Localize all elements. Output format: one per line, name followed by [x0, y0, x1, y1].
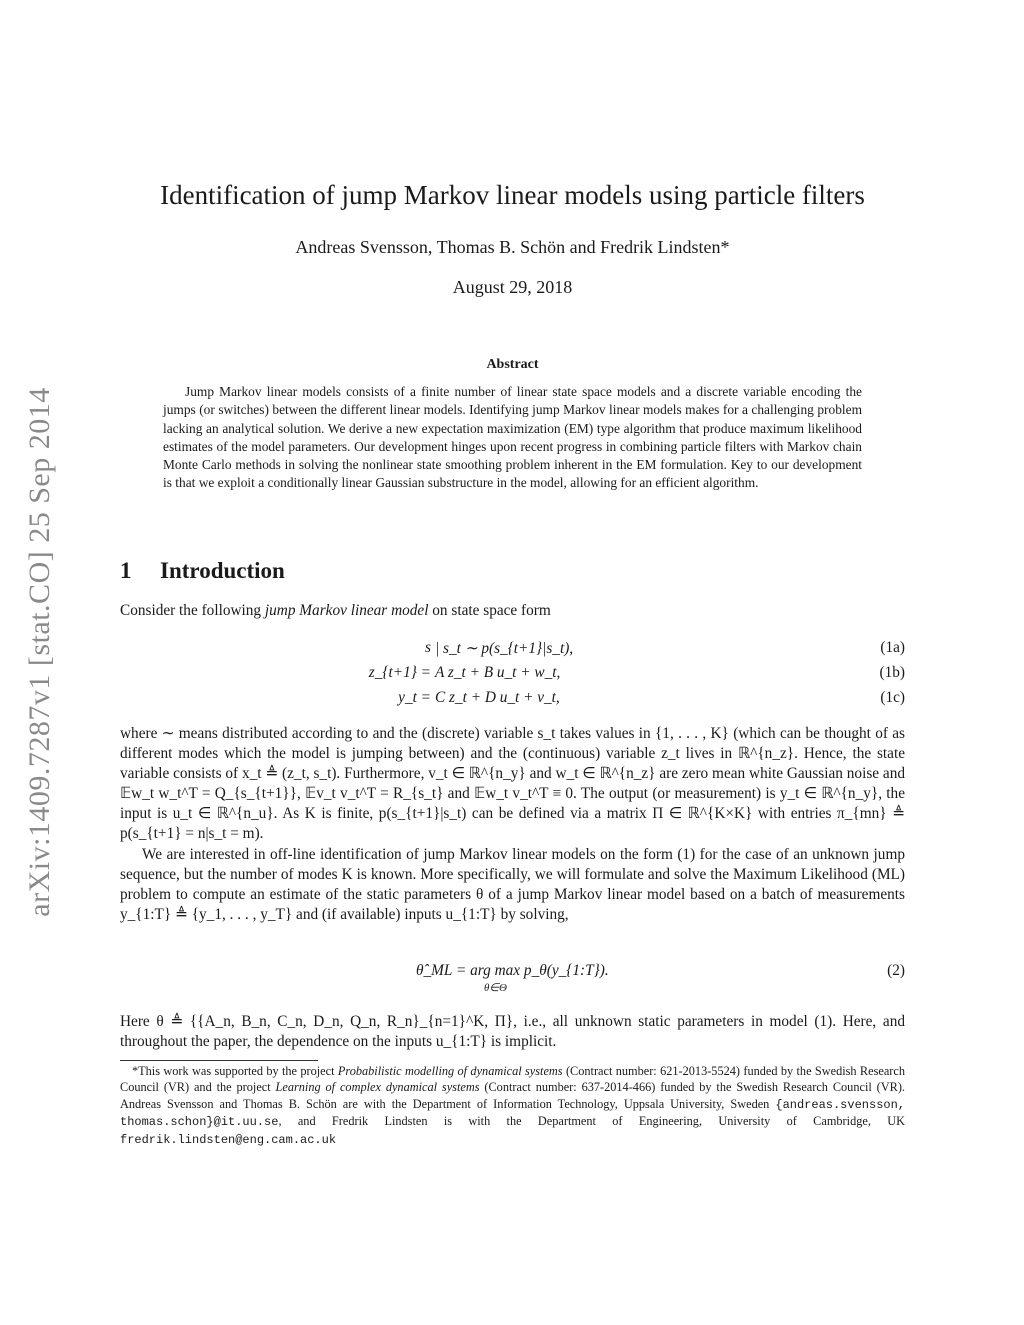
intro-paragraph-3: We are interested in off-line identification of jump Markov linear models on the form (1) for the case of an unknown jump sequence, but the number of modes K is known. More specifically, we will formulate and solve the Maximum Likelihood (ML) problem to compute an estimate of the static parameters θ of a jump Markov linear model based on a batch of measurements y_{1:T} ≜ {y_1, . . . , y_T} and (if available) inputs u_{1:T} by solving,	[120, 846, 905, 924]
footnote-email-1[interactable]: {andreas.svensson, thomas.schon}@it.uu.se	[120, 1097, 905, 1130]
equation-1a	[120, 639, 905, 661]
equation-2	[120, 962, 905, 994]
paper-date: August 29, 2018	[452, 277, 573, 297]
arxiv-identifier: arXiv:1409.7287v1 [stat.CO] 25 Sep 2014	[23, 387, 56, 917]
eq-1b-lhs: z_{t+1} =	[368, 664, 431, 681]
section-title: Introduction	[160, 558, 285, 583]
eq-2-tag: (2)	[887, 962, 905, 979]
eq-1c-tag: (1c)	[880, 689, 905, 706]
eq-1b-tag: (1b)	[879, 664, 905, 681]
eq-1a-tag: (1a)	[880, 639, 905, 656]
section-heading	[120, 558, 285, 584]
intro-paragraph-2: where ∼ means distributed according to and the (discrete) variable s_t takes values in {1, . . . , K} (which can be thought of as different modes which the model is jumping between) and the (continuous) variable z_t lives in ℝ^{n_z}. Hence, the state variable consists of x_t ≜ (z_t, s_t). Furthermore, v_t ∈ ℝ^{n_y} and w_t ∈ ℝ^{n_z} are zero mean white Gaussian noise and 𝔼w_t w_t^T = Q_{s_{t+1}}, 𝔼v_t v_t^T = R_{s_t} and 𝔼w_t v_t^T ≡ 0. The output (or measurement) is y_t ∈ ℝ^{n_y}, the input is u_t ∈ ℝ^{n_u}. As K is finite, p(s_{t+1}|s_t) can be defined via a matrix Π ∈ ℝ^{K×K} with entries π_{mn} ≜ p(s_{t+1} = n|s_t = m).	[120, 725, 905, 843]
eq-2-formula: θ̂_ML = arg max p_θ(y_{1:T}).	[416, 962, 609, 979]
footnote-text-d: , and Fredrik Lindsten is with the Department of Engineering, University of Cambridge, UK	[278, 1114, 905, 1129]
abstract-heading: Abstract	[486, 357, 539, 372]
footnote	[120, 1063, 905, 1148]
footnote-rule	[120, 1060, 318, 1061]
eq-2-subscript: θ∈Θ	[484, 982, 507, 994]
footnote-text-b: (Contract number: 621-2013-5524) funded by the Swedish Research Council (VR) and the project	[120, 1064, 905, 1095]
abstract-text: Jump Markov linear models consists of a finite number of linear state space models and a discrete variable encoding the jumps (or switches) between the different linear models. Identifying jump Markov linear models makes for a challenging problem lacking an analytical solution. We derive a new expectation maximization (EM) type algorithm that produce maximum likelihood estimates of the model parameters. Our development hinges upon recent progress in combining particle filters with Markov chain Monte Carlo methods in solving the nonlinear state smoothing problem inherent in the EM formulation. Key to our development is that we exploit a conditionally linear Gaussian substructure in the model, allowing for an efficient algorithm.	[163, 384, 862, 491]
paper-authors: Andreas Svensson, Thomas B. Schön and Fredrik Lindsten*	[295, 237, 730, 257]
footnote-text-a: *This work was supported by the project	[132, 1064, 338, 1078]
equation-1c	[120, 689, 905, 711]
eq-1a-rhs: | s_t ∼ p(s_{t+1}|s_t),	[435, 640, 574, 657]
section-number: 1	[120, 558, 132, 583]
intro-paragraph-1	[120, 601, 905, 621]
eq-1a-lhs: s	[425, 639, 431, 656]
footnote-email-2[interactable]: fredrik.lindsten@eng.cam.ac.uk	[120, 1132, 337, 1147]
footnote-project-2: Learning of complex dynamical systems	[275, 1080, 480, 1095]
footnote-text-c: (Contract number: 637-2014-466) funded by the Swedish Research Council (VR). Andreas Svensson and Thomas B. Schön are with the Department of Information Technology, Uppsala University, Sweden	[120, 1080, 906, 1111]
equation-1b	[120, 664, 905, 686]
footnote-project-1: Probabilistic modelling of dynamical systems	[337, 1064, 563, 1078]
paper-title: Identification of jump Markov linear models using particle filters	[160, 180, 865, 210]
eq-1c-lhs: y_t =	[398, 689, 431, 706]
intro-p1-text-after: on state space form	[428, 602, 551, 619]
eq-1b-rhs: A z_t + B u_t + w_t,	[435, 664, 561, 681]
intro-p1-emphasis: jump Markov linear model	[264, 602, 429, 619]
intro-paragraph-4: Here θ ≜ {{A_n, B_n, C_n, D_n, Q_n, R_n}_{n=1}^K, Π}, i.e., all unknown static parameters in model (1). Here, and throughout the paper, the dependence on the inputs u_{1:T} is implicit.	[120, 1013, 905, 1051]
eq-1c-rhs: C z_t + D u_t + v_t,	[435, 689, 560, 706]
intro-p1-text: Consider the following	[120, 602, 265, 619]
